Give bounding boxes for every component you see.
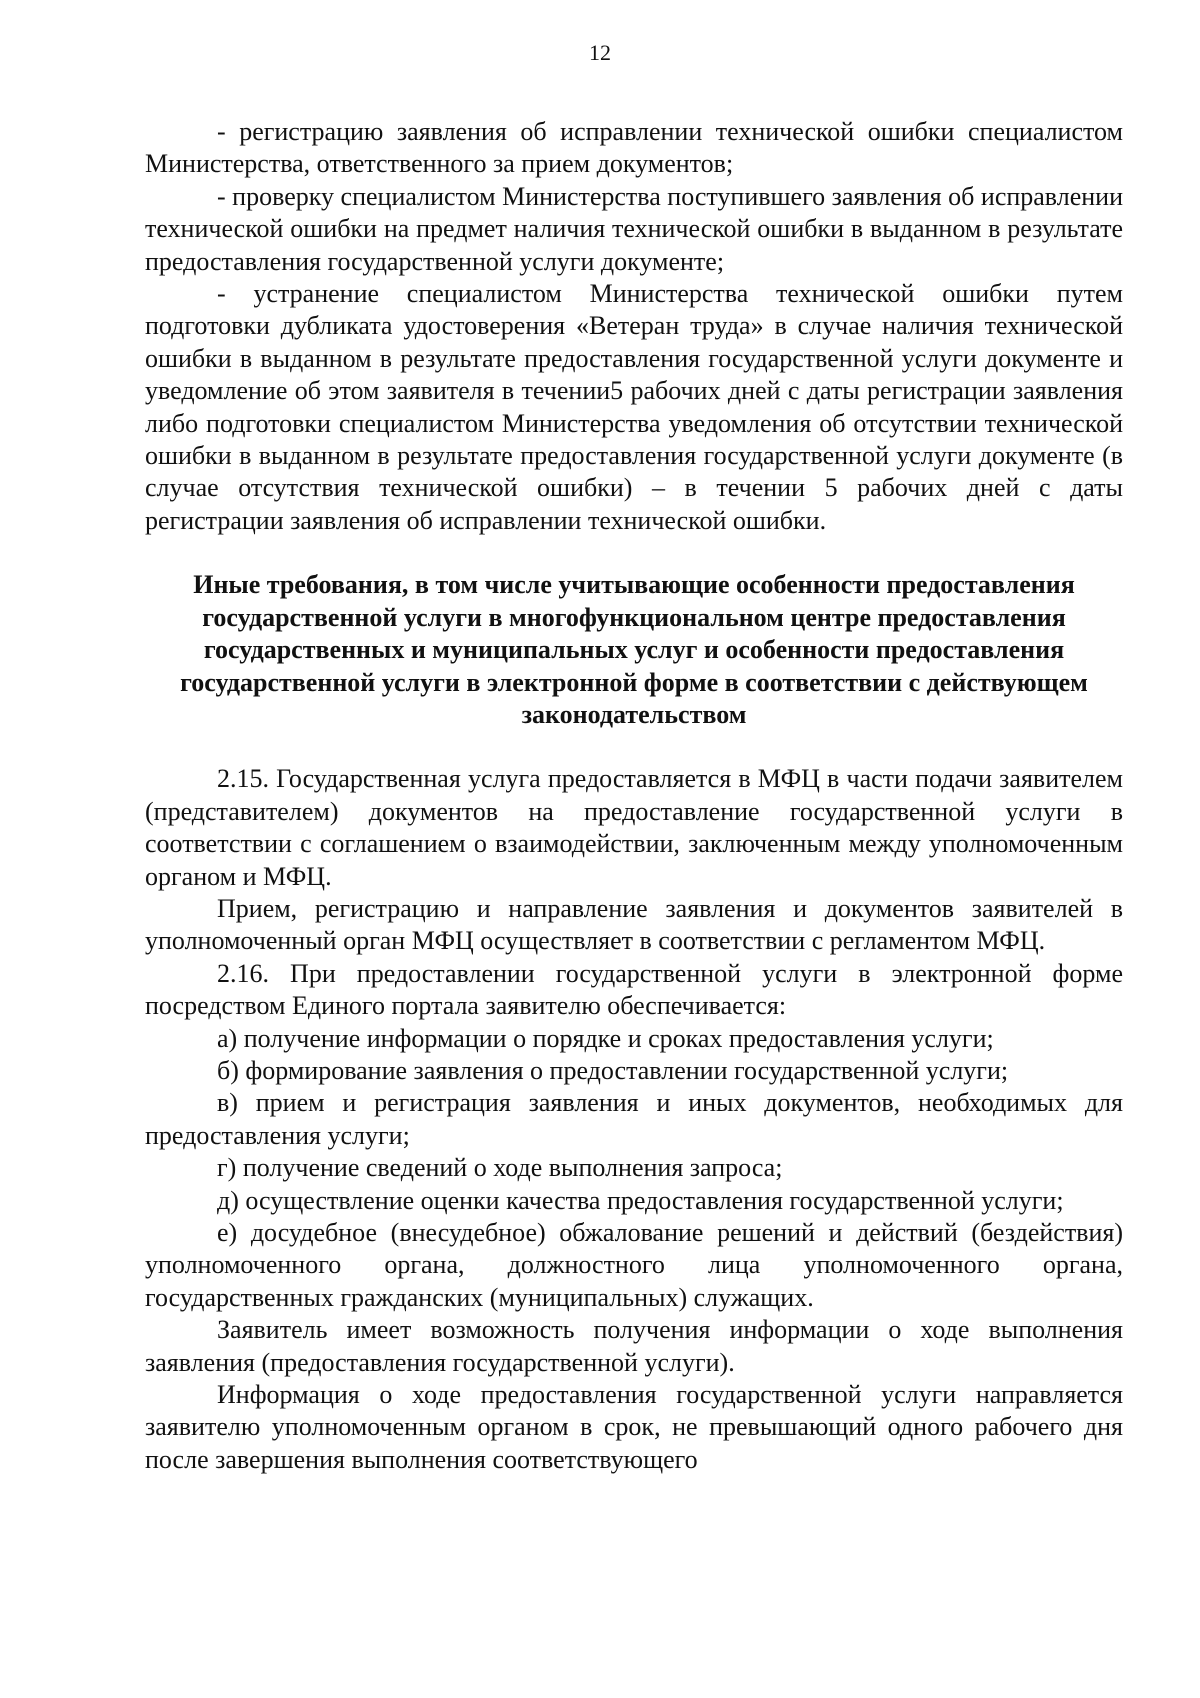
paragraph-registration: - регистрацию заявления об исправлении технической ошибки специалистом Министерства, ответственного за прием документов; [145, 117, 1123, 179]
paragraph-mfc-intake: Прием, регистрацию и направление заявления и документов заявителей в уполномоченный орган МФЦ осуществляет в соответствии с регламентом МФЦ. [145, 893, 1123, 956]
list-item-v: в) прием и регистрация заявления и иных документов, необходимых для предоставления услуги; [145, 1088, 1123, 1150]
list-item-a: а) получение информации о порядке и сроках предоставления услуги; [217, 1023, 994, 1053]
paragraph-info-delivery: Информация о ходе предоставления государственной услуги направляется заявителю уполномоченным органом в срок, не превышающий одного рабочего дня после завершения выполнения соответствующего [145, 1380, 1123, 1474]
document-body [145, 116, 1123, 1476]
paragraph-verification: - проверку специалистом Министерства поступившего заявления об исправлении технической ошибки на предмет наличия технической ошибки в выданном в результате предоставления государственной услуги документе; [145, 181, 1123, 276]
paragraph-correction: - устранение специалистом Министерства технической ошибки путем подготовки дубликата удостоверения «Ветеран труда» в случае наличия технической ошибки в выданном в результате предоставления государственной услуги документе и уведомление об этом заявителя в течении5 рабочих дней с даты регистрации заявления либо подготовки специалистом Министерства уведомления об отсутствии технической ошибки в выданном в результате предоставления государственной услуги документе (в случае отсутствия технической ошибки) – в течении 5 рабочих дней с даты регистрации заявления об исправлении технической ошибки. [145, 279, 1123, 535]
paragraph-applicant-info: Заявитель имеет возможность получения информации о ходе выполнения заявления (предоставления государственной услуги). [145, 1315, 1123, 1377]
list-item-e: е) досудебное (внесудебное) обжалование решений и действий (бездействия) уполномоченного органа, должностного лица уполномоченного органа, государственных гражданских (муниципальных) служащих. [145, 1218, 1123, 1312]
paragraph-2-16: 2.16. При предоставлении государственной услуги в электронной форме посредством Единого портала заявителю обеспечивается: [145, 958, 1123, 1021]
section-heading: Иные требования, в том числе учитывающие особенности предоставления государственной услуги в многофункциональном центре предоставления государственных и муниципальных услуг и особенности предоставления государственной услуги в электронной форме в соответствии с действующем законодательством [180, 570, 1088, 729]
list-item-d: д) осуществление оценки качества предоставления государственной услуги; [217, 1185, 1064, 1215]
list-item-g: г) получение сведений о ходе выполнения запроса; [217, 1153, 783, 1183]
page-number: 12 [589, 40, 611, 65]
list-item-b: б) формирование заявления о предоставлении государственной услуги; [217, 1055, 1009, 1085]
section-gap [145, 731, 1123, 763]
paragraph-2-15: 2.15. Государственная услуга предоставляется в МФЦ в части подачи заявителем (представителем) документов на предоставление государственной услуги в соответствии с соглашением о взаимодействии, заключенным между уполномоченным органом и МФЦ. [145, 764, 1123, 891]
